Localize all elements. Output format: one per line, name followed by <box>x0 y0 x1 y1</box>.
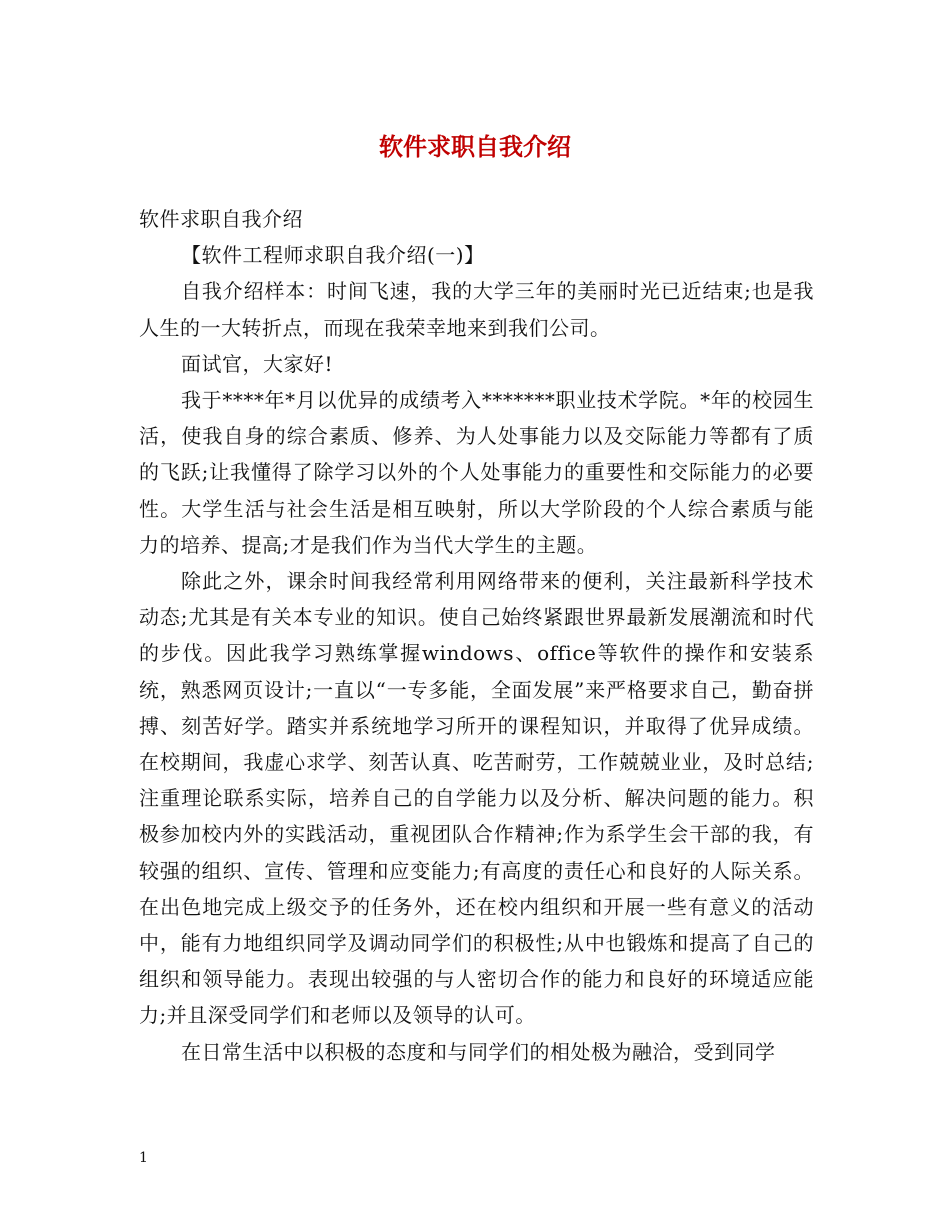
document-title: 软件求职自我介绍 <box>379 132 571 161</box>
paragraph-skills: 除此之外，课余时间我经常利用网络带来的便利，关注最新科学技术动态;尤其是有关本专业的知识。使自己始终紧跟世界最新发展潮流和时代的步伐。因此我学习熟练掌握windows、office等软件的操作和安装系统，熟悉网页设计;一直以“一专多能，全面发展”来严格要求自己，勤奋拼搏、刻苦好学。踏实并系统地学习所开的课程知识，并取得了优异成绩。在校期间，我虚心求学、刻苦认真、吃苦耐劳，工作兢兢业业，及时总结;注重理论联系实际，培养自己的自学能力以及分析、解决问题的能力。积极参加校内外的实践活动，重视团队合作精神;作为系学生会干部的我，有较强的组织、宣传、管理和应变能力;有高度的责任心和良好的人际关系。在出色地完成上级交予的任务外，还在校内组织和开展一些有意义的活动中，能有力地组织同学及调动同学们的积极性;从中也锻炼和提高了自己的组织和领导能力。表现出较强的与人密切合作的能力和良好的环境适应能力;并且深受同学们和老师以及领导的认可。 <box>139 569 814 1028</box>
paragraph-intro: 自我介绍样本：时间飞速，我的大学三年的美丽时光已近结束;也是我人生的一大转折点，而现在我荣幸地来到我们公司。 <box>139 279 814 340</box>
document-body <box>139 201 814 1070</box>
page-number: 1 <box>139 1150 148 1166</box>
paragraph-greeting: 面试官，大家好! <box>181 351 334 376</box>
paragraph-section-title: 【软件工程师求职自我介绍(一)】 <box>181 243 485 268</box>
paragraph-heading: 软件求职自我介绍 <box>139 207 303 231</box>
paragraph-daily-life: 在日常生活中以积极的态度和与同学们的相处极为融洽，受到同学 <box>181 1039 776 1064</box>
paragraph-campus-life: 我于****年*月以优异的成绩考入*******职业技术学院。*年的校园生活，使我自身的综合素质、修养、为人处事能力以及交际能力等都有了质的飞跃;让我懂得了除学习以外的个人处事能力的重要性和交际能力的必要性。大学生活与社会生活是相互映射，所以大学阶段的个人综合素质与能力的培养、提高;才是我们作为当代大学生的主题。 <box>139 388 814 557</box>
